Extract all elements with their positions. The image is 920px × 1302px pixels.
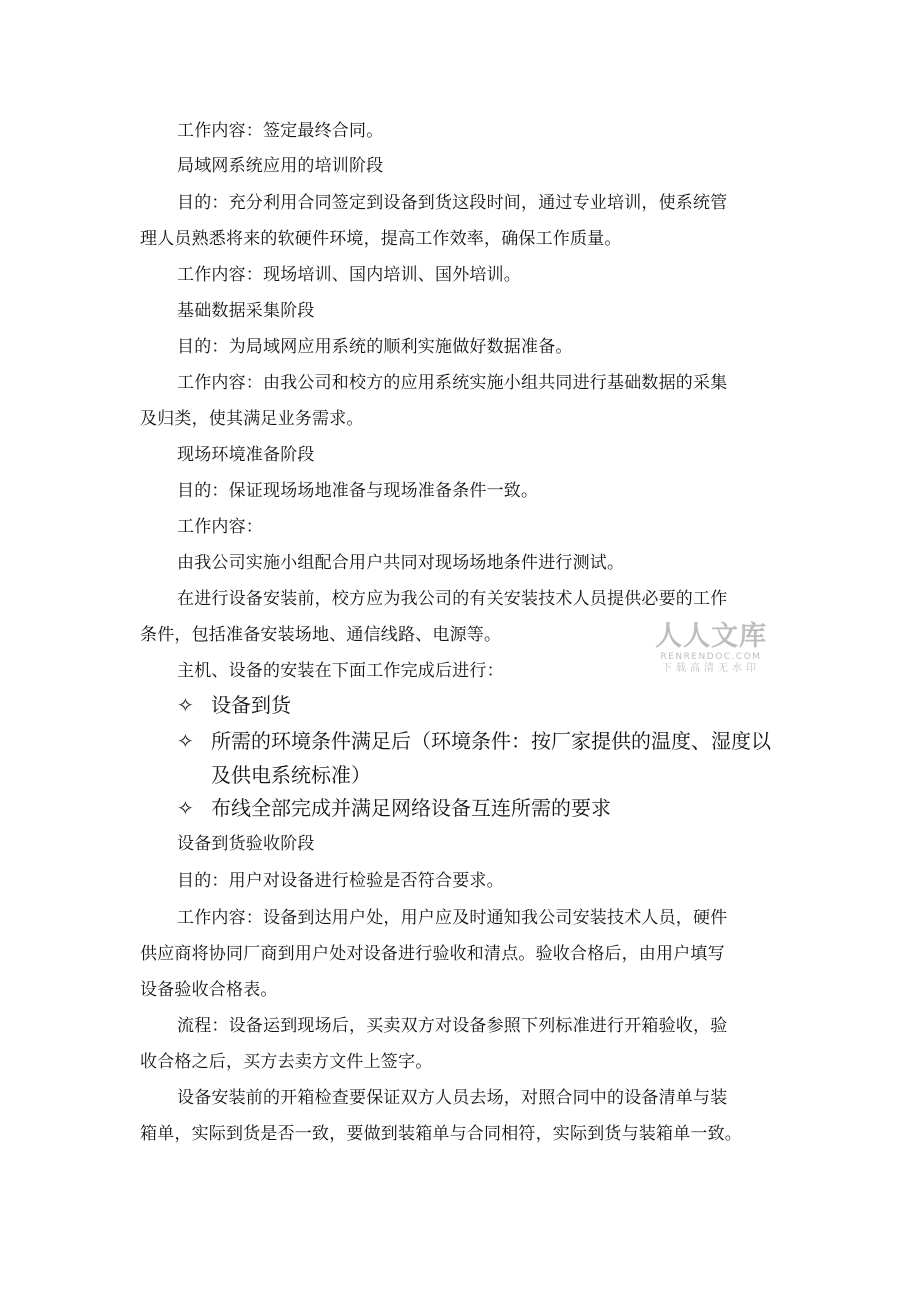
paragraph: 主机、设备的安装在下面工作完成后进行： xyxy=(177,661,504,681)
paragraph-continuation: 箱单，实际到货是否一致，要做到装箱单与合同相符，实际到货与装箱单一致。 xyxy=(140,1124,742,1144)
paragraph-continuation: 收合格之后，买方去卖方文件上签字。 xyxy=(140,1052,433,1072)
section-heading: 基础数据采集阶段 xyxy=(177,301,315,321)
watermark-url: RENRENDOC.COM xyxy=(660,652,762,662)
paragraph: 工作内容：设备到达用户处，用户应及时通知我公司安装技术人员，硬件 xyxy=(177,908,728,928)
bullet-icon: ✧ xyxy=(177,796,194,820)
watermark-logo xyxy=(646,622,776,675)
bullet-item xyxy=(177,688,787,722)
bullet-text: 所需的环境条件满足后（环境条件：按厂家提供的温度、湿度以及供电系统标准） xyxy=(211,729,771,787)
paragraph: 目的：用户对设备进行检验是否符合要求。 xyxy=(177,871,504,891)
bullet-icon: ✧ xyxy=(177,693,194,717)
paragraph: 工作内容：现场培训、国内培训、国外培训。 xyxy=(177,265,521,285)
paragraph: 目的：保证现场场地准备与现场准备条件一致。 xyxy=(177,481,539,501)
paragraph: 设备安装前的开箱检查要保证双方人员去场，对照合同中的设备清单与装 xyxy=(177,1088,728,1108)
paragraph-continuation: 条件，包括准备安装场地、通信线路、电源等。 xyxy=(140,625,502,645)
section-heading: 局域网系统应用的培训阶段 xyxy=(177,156,384,176)
paragraph: 目的：为局域网应用系统的顺利实施做好数据准备。 xyxy=(177,337,573,357)
paragraph: 在进行设备安装前，校方应为我公司的有关安装技术人员提供必要的工作 xyxy=(177,589,728,609)
paragraph: 目的：充分利用合同签定到设备到货这段时间，通过专业培训，使系统管 xyxy=(177,193,728,213)
bullet-text: 布线全部完成并满足网络设备互连所需的要求 xyxy=(211,796,611,820)
paragraph-continuation: 理人员熟悉将来的软硬件环境，提高工作效率，确保工作质量。 xyxy=(140,229,622,249)
bullet-text: 设备到货 xyxy=(211,693,291,717)
paragraph: 工作内容：签定最终合同。 xyxy=(177,121,384,141)
paragraph: 流程：设备运到现场后，买卖双方对设备参照下列标准进行开箱验收，验 xyxy=(177,1016,728,1036)
paragraph: 工作内容： xyxy=(177,517,263,537)
section-heading: 现场环境准备阶段 xyxy=(177,445,315,465)
bullet-icon: ✧ xyxy=(177,729,194,753)
paragraph-continuation: 及归类，使其满足业务需求。 xyxy=(140,409,364,429)
paragraph: 由我公司实施小组配合用户共同对现场场地条件进行测试。 xyxy=(177,553,625,573)
paragraph-continuation: 设备验收合格表。 xyxy=(140,980,278,1000)
bullet-item xyxy=(177,724,787,792)
paragraph-continuation: 供应商将协同厂商到用户处对设备进行验收和清点。验收合格后，由用户填写 xyxy=(140,944,725,964)
watermark-title: 人人文库 xyxy=(655,621,767,652)
paragraph: 工作内容：由我公司和校方的应用系统实施小组共同进行基础数据的采集 xyxy=(177,373,728,393)
watermark-tagline: 下载高清无水印 xyxy=(662,663,760,674)
bullet-item xyxy=(177,791,787,825)
section-heading: 设备到货验收阶段 xyxy=(177,834,315,854)
